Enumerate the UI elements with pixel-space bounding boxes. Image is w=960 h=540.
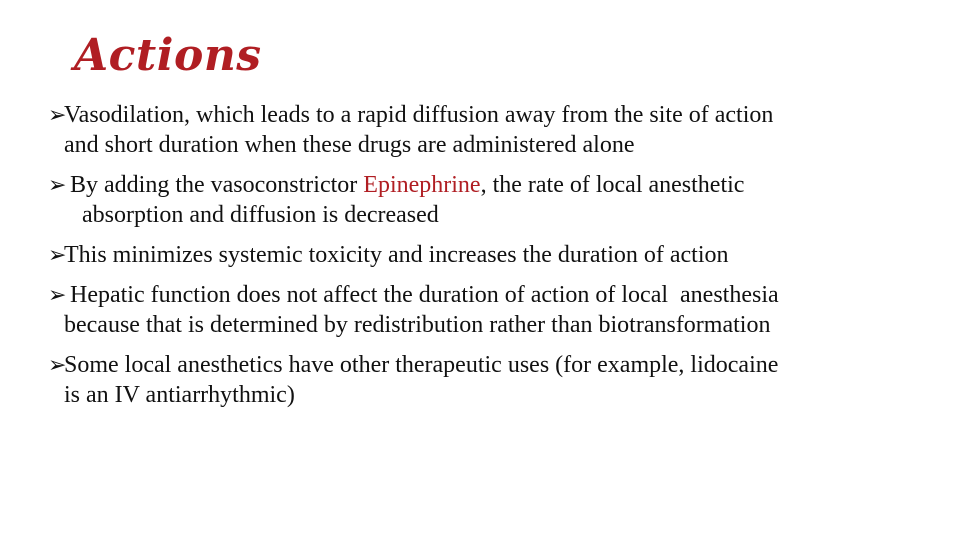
arrow-bullet-icon: ➢	[48, 102, 67, 127]
bullet-text: This minimizes systemic toxicity and increases the duration of action	[64, 242, 729, 268]
bullet-text: By adding the vasoconstrictor	[64, 172, 364, 198]
bullet-text: Hepatic function does not affect the duration of action of local anesthesia	[64, 282, 779, 308]
bullet-item-hepatic	[48, 280, 928, 340]
bullet-item-therapeutic-uses	[48, 350, 928, 410]
arrow-bullet-icon: ➢	[48, 282, 67, 307]
bullet-item-toxicity	[48, 240, 928, 270]
arrow-bullet-icon: ➢	[48, 242, 67, 267]
bullet-text-continued: is an IV antiarrhythmic)	[64, 382, 295, 408]
bullet-text-continued: absorption and diffusion is decreased	[82, 202, 439, 228]
bullet-text: , the rate of local anesthetic	[480, 172, 745, 198]
bullet-text-continued: and short duration when these drugs are administered alone	[64, 132, 635, 158]
bullet-text-continued: because that is determined by redistribution rather than biotransformation	[64, 312, 771, 338]
highlight-term: Epinephrine	[363, 172, 481, 198]
bullet-list	[48, 100, 928, 420]
bullet-text: Some local anesthetics have other therapeutic uses (for example, lidocaine	[64, 352, 779, 378]
bullet-item-epinephrine	[48, 170, 928, 230]
arrow-bullet-icon: ➢	[48, 172, 67, 197]
arrow-bullet-icon: ➢	[48, 352, 67, 377]
slide-title: Actions	[74, 30, 262, 81]
bullet-text: Vasodilation, which leads to a rapid diffusion away from the site of action	[64, 102, 774, 128]
bullet-item-vasodilation	[48, 100, 928, 160]
